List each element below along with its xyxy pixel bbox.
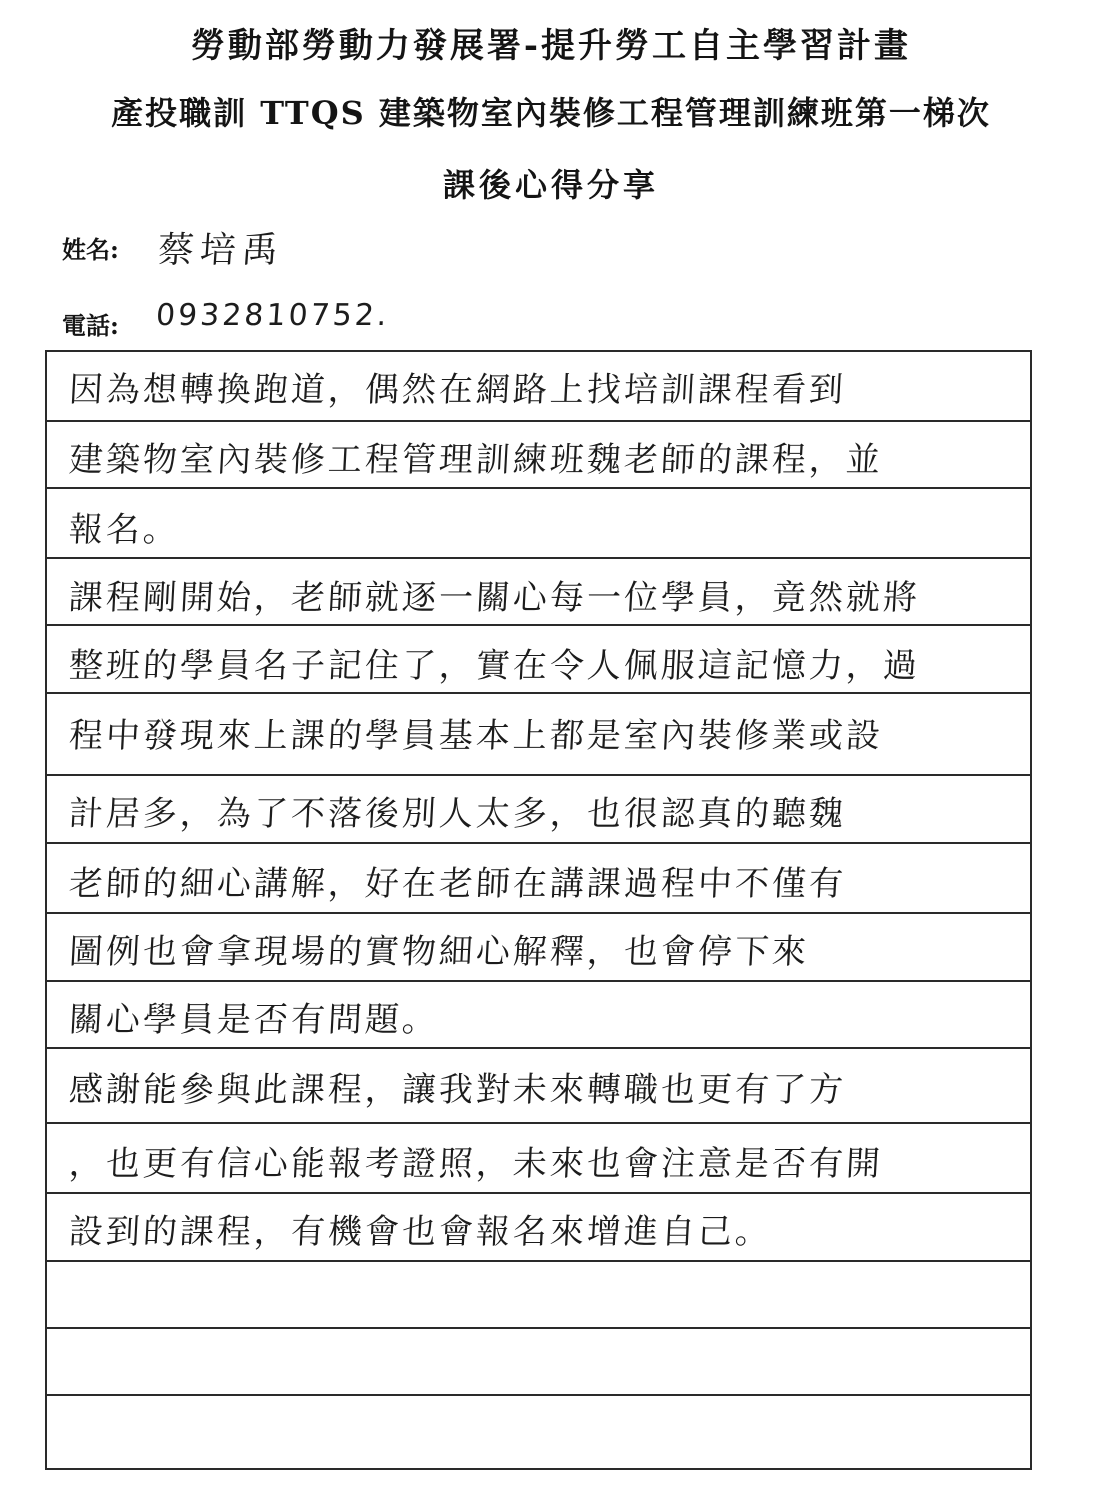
ruled-line bbox=[47, 912, 1030, 914]
essay-line: 圖例也會拿現場的實物細心解釋，也會停下來 bbox=[67, 932, 811, 972]
essay-line: 整班的學員名子記住了，實在令人佩服這記憶力，過 bbox=[67, 646, 922, 686]
ruled-line bbox=[47, 420, 1030, 422]
essay-line: 設到的課程，有機會也會報名來增進自己。 bbox=[67, 1212, 774, 1252]
essay-line: 課程剛開始，老師就逐一關心每一位學員，竟然就將 bbox=[67, 578, 922, 618]
essay-line: 感謝能參與此課程，讓我對未來轉職也更有了方 bbox=[67, 1070, 848, 1110]
essay-line: 關心學員是否有問題。 bbox=[67, 1000, 441, 1040]
ruled-line bbox=[47, 774, 1030, 776]
essay-writing-box bbox=[45, 350, 1032, 1470]
phone-handwritten-value: 0932810752. bbox=[154, 298, 391, 333]
essay-line: 因為想轉換跑道，偶然在網路上找培訓課程看到 bbox=[67, 370, 848, 410]
ruled-line bbox=[47, 1047, 1030, 1049]
ruled-line bbox=[47, 557, 1030, 559]
name-handwritten-value: 蔡培禹 bbox=[156, 230, 286, 271]
ruled-line bbox=[47, 487, 1030, 489]
course-subtitle: 產投職訓 TTQS 建築物室內裝修工程管理訓練班第一梯次 bbox=[111, 94, 991, 132]
name-label: 姓名: bbox=[62, 235, 119, 264]
ruled-line bbox=[47, 1122, 1030, 1124]
phone-label: 電話: bbox=[62, 311, 119, 340]
ruled-line bbox=[47, 1260, 1030, 1262]
ruled-line bbox=[47, 1394, 1030, 1396]
ruled-line bbox=[47, 1192, 1030, 1194]
essay-line: 程中發現來上課的學員基本上都是室內裝修業或設 bbox=[67, 716, 885, 756]
essay-line: ，也更有信心能報考證照，未來也會注意是否有開 bbox=[67, 1144, 885, 1184]
essay-line: 建築物室內裝修工程管理訓練班魏老師的課程，並 bbox=[67, 440, 885, 480]
ruled-line bbox=[47, 692, 1030, 694]
ruled-line bbox=[47, 1327, 1030, 1329]
essay-line: 計居多，為了不落後別人太多，也很認真的聽魏 bbox=[67, 794, 848, 834]
document-title: 勞動部勞動力發展署-提升勞工自主學習計畫 bbox=[190, 26, 912, 66]
ruled-line bbox=[47, 624, 1030, 626]
section-heading: 課後心得分享 bbox=[442, 166, 659, 204]
ruled-line bbox=[47, 980, 1030, 982]
ruled-line bbox=[47, 842, 1030, 844]
essay-line: 報名。 bbox=[67, 510, 182, 550]
essay-line: 老師的細心講解，好在老師在講課過程中不僅有 bbox=[67, 864, 848, 904]
